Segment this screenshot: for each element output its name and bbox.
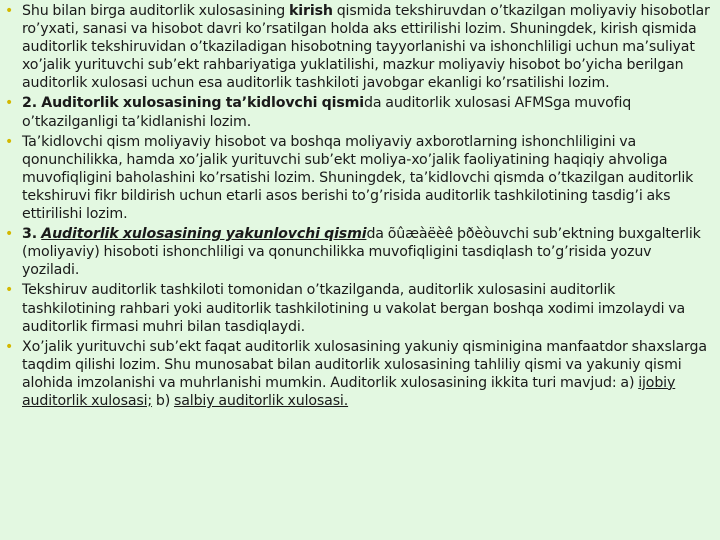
paragraph-text: b) — [152, 392, 174, 409]
paragraph-text: Tekshiruv auditorlik tashkiloti tomonidan o’tkazilganda, auditorlik xulosasini auditorlik tashkilotining rahbari yoki auditorlik tashkilotining u vakolat bergan boshqa xodimi imzolaydi va auditorlik firmasi muhri bilan tasdiqlaydi. — [22, 282, 686, 335]
bullet: • — [5, 282, 14, 299]
bullet: • — [5, 133, 14, 150]
bullet: • — [5, 338, 14, 355]
paragraph-text: da õûæàëèê þðèòuvchi sub’ektning buxgalterlik (moliyaviy) hisoboti ishonchliligi va qonunchilikka muvofiqligini tasdiqlash to’g’risida yozuv yoziladi. — [22, 226, 701, 279]
underlined-term-positive: ijobiy auditorlik xulosasi; — [22, 374, 676, 409]
paragraph-text: qismida tekshiruvdan o’tkazilgan moliyaviy hisobotlar ro’yxati, sanasi va hisobot davri ko’rsatilgan holda aks ettirilishi lozim. Shuningdek, kirish qismida auditorlik tekshiruvidan o’tkaziladigan hisobotning tayyorlanishi va ishonchliligi uchun ma’suliyat xo’jalik yurituvchi sub’ekt rahbariyatiga yuklatilishi, mazkur moliyaviy hisobot bo’yicha berilgan auditorlik xulosasi uchun esa auditorlik tashkiloti javobgar ekanligi ko’rsatilishi lozim. — [22, 3, 710, 92]
slide — [0, 2, 720, 540]
section-number: 3. — [22, 226, 42, 243]
bold-heading-emphasis: 2. Auditorlik xulosasining ta’kidlovchi qismi — [22, 95, 365, 112]
paragraph-final-section — [0, 225, 720, 279]
paragraph-text: Xo’jalik yurituvchi sub’ekt faqat auditorlik xulosasining yakuniy qisminigina manfaatdor shaxslarga taqdim qilishi lozim. Shu munosabat bilan auditorlik xulosasining tahliliy qismi va yakuniy qismi alohida imzolanishi va muhrlanishi mumkin. Auditorlik xulosasining ikkita turi mavjud: a) — [22, 338, 707, 391]
paragraph-text: Shu bilan birga auditorlik xulosasining — [22, 3, 290, 19]
bullet: • — [5, 3, 14, 19]
paragraph-emphasis-details — [0, 133, 720, 223]
bold-term-kirish: kirish — [289, 3, 333, 19]
bullet: • — [5, 95, 14, 112]
paragraph-signing — [0, 281, 720, 335]
paragraph-text: da auditorlik xulosasi AFMSga muvofiq o’tkazilganligi ta’kidlanishi lozim. — [22, 95, 632, 130]
paragraph-conclusion-types — [0, 338, 720, 410]
paragraph-intro-section — [0, 2, 720, 92]
bullet: • — [5, 226, 14, 243]
paragraph-emphasis-section — [0, 94, 720, 130]
bold-italic-heading-final: Auditorlik xulosasining yakunlovchi qismi — [41, 226, 367, 243]
paragraph-text: Ta’kidlovchi qism moliyaviy hisobot va boshqa moliyaviy axborotlarning ishonchliligini va qonunchilikka, hamda xo’jalik yurituvchi sub’ekt moliya-xo’jalik faoliyatining haqiqiy ahvoliga muvofiqligini baholashini ko’rsatishi lozim. Shuningdek, ta’kidlovchi qismda o’tkazilgan auditorlik tekshiruvi fikr bildirish uchun etarli asos berishi to’g’risida auditorlik tashkilotining tasdig’i aks ettirilishi lozim. — [22, 133, 694, 223]
underlined-term-negative: salbiy auditorlik xulosasi. — [174, 392, 349, 409]
